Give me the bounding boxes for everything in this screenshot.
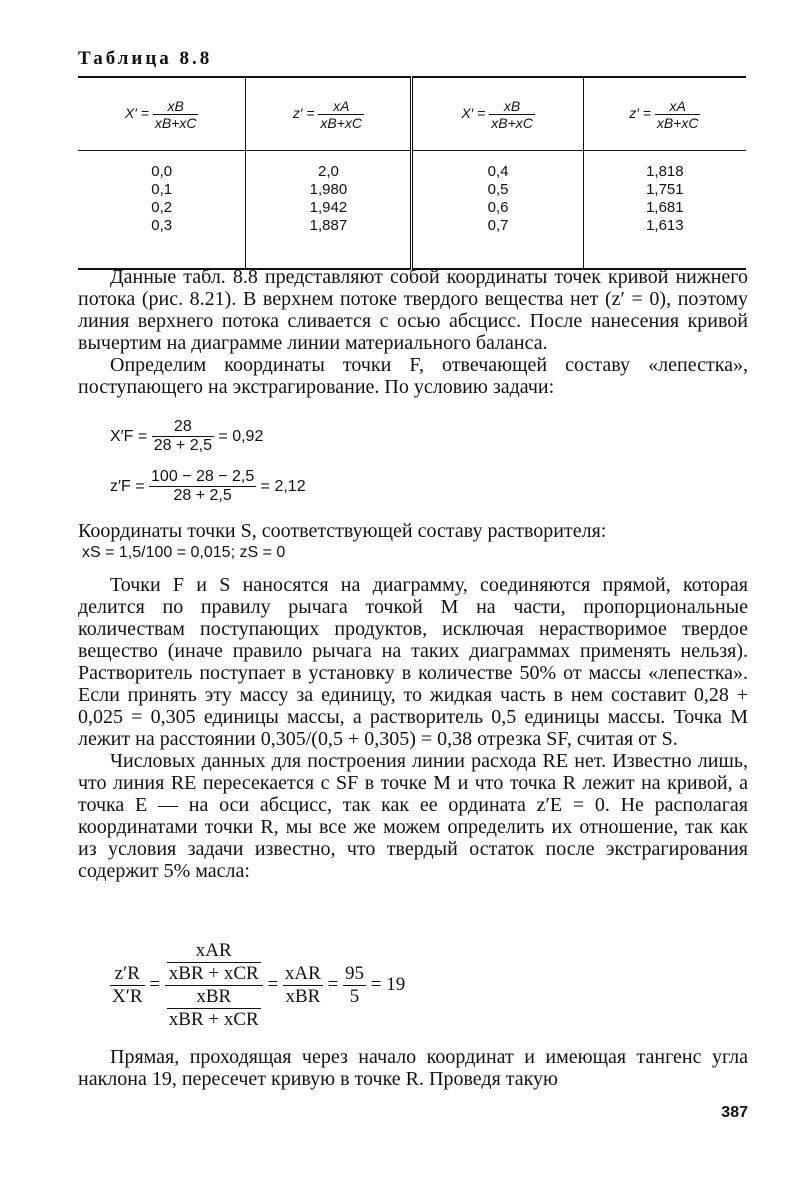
table-cell: 0,0 0,1 0,2 0,3 — [151, 163, 173, 234]
header-fraction: $\frac{xA}{xB+xC}$ — [656, 97, 699, 131]
paragraph: Определим координаты точки F, отвечающей составу «лепестка», поступающего на экстрагирование. По условию задачи: — [78, 354, 748, 398]
paragraph: Точки F и S наносятся на диаграмму, соединяются прямой, которая делится по правилу рычага точкой M на части, пропорциональные количествам поступающих продуктов, исключая нерастворимое твердое вещество (иначе правило рычага на таких диаграммах применять нельзя). Растворитель поступает в установку в количестве 50% от массы «лепестка». Если принять эту массу за единицу, то жидкая часть в нем составит 0,28 + 0,025 = 0,305 единицы массы, а растворитель 0,5 единицы массы. Точка M лежит на расстоянии 0,305/(0,5 + 0,305) = 0,38 отрезка SF, считая от S. — [78, 574, 748, 750]
data-table — [78, 76, 746, 270]
page-number: 387 — [721, 1104, 748, 1121]
header-cell: X′ = $\frac{xB}{xB+xC}$ — [124, 97, 197, 131]
table-cell: 1,818 1,751 1,681 1,613 — [583, 151, 746, 270]
text-block-2 — [78, 520, 748, 542]
paragraph: Числовых данных для построения линии расхода RE нет. Известно лишь, что линия RE пересекается с SF в точке M и что точка R лежит на кривой, а точка E — на оси абсцисс, так как ее ордината z′E = 0. Не располагая координатами точки R, мы все же можем определить их отношение, так как из условия задачи известно, что твердый остаток после экстрагирования содержит 5% масла: — [78, 750, 748, 882]
table-header-row — [78, 77, 746, 151]
paragraph: Координаты точки S, соответствующей составу растворителя: — [78, 520, 607, 542]
paragraph: Прямая, проходящая через начало координат и имеющая тангенс угла наклона 19, пересечет кривую в точке R. Проведя такую — [78, 1046, 748, 1090]
text-block-1 — [78, 266, 748, 398]
text-block-3 — [78, 574, 748, 882]
paragraph: Данные табл. 8.8 представляют собой координаты точек кривой нижнего потока (рис. 8.21). В верхнем потоке твердого вещества нет (z′ = 0), поэтому линия верхнего потока сливается с осью абсцисс. После нанесения кривой вычертим на диаграмме линии материального баланса. — [78, 266, 748, 354]
equation-r-ratio: $\frac{z'R}{X'R}$ = $\frac{\frac{\text{xAR}}{\text{xBR + xCR}}}{\frac{\text{xBR}}{\text{xBR + xCR}}}$ = $\frac{\text{xAR}}{\text{xBR}}$ = $\frac{95}{5}$ = 19 — [112, 940, 406, 1030]
equation-zf: z′F = $\frac{100 - 28 - 2,5}{28 + 2,5}$ = 2,12 — [110, 468, 306, 504]
header-cell: X′ = $\frac{xB}{xB+xC}$ — [412, 77, 583, 151]
header-cell: z′ = $\frac{xA}{xB+xC}$ — [246, 77, 412, 151]
header-cell: z′ = $\frac{xA}{xB+xC}$ — [583, 77, 746, 151]
header-fraction: $\frac{xA}{xB+xC}$ — [320, 97, 363, 131]
equation-xf: X′F = $\frac{28}{28 + 2,5}$ = 0,92 — [110, 418, 264, 454]
header-fraction: $\frac{xB}{xB+xC}$ — [491, 97, 533, 131]
header-fraction: $\frac{xB}{xB+xC}$ — [154, 97, 197, 131]
table-title: Таблица 8.8 — [78, 48, 213, 69]
text-block-4 — [78, 1046, 748, 1090]
table-cell: 0,4 0,5 0,6 0,7 — [412, 151, 583, 270]
table-row — [78, 151, 746, 270]
table-cell: 2,0 1,980 1,942 1,887 — [246, 151, 412, 270]
equation-s: xS = 1,5/100 = 0,015; zS = 0 — [82, 544, 286, 561]
